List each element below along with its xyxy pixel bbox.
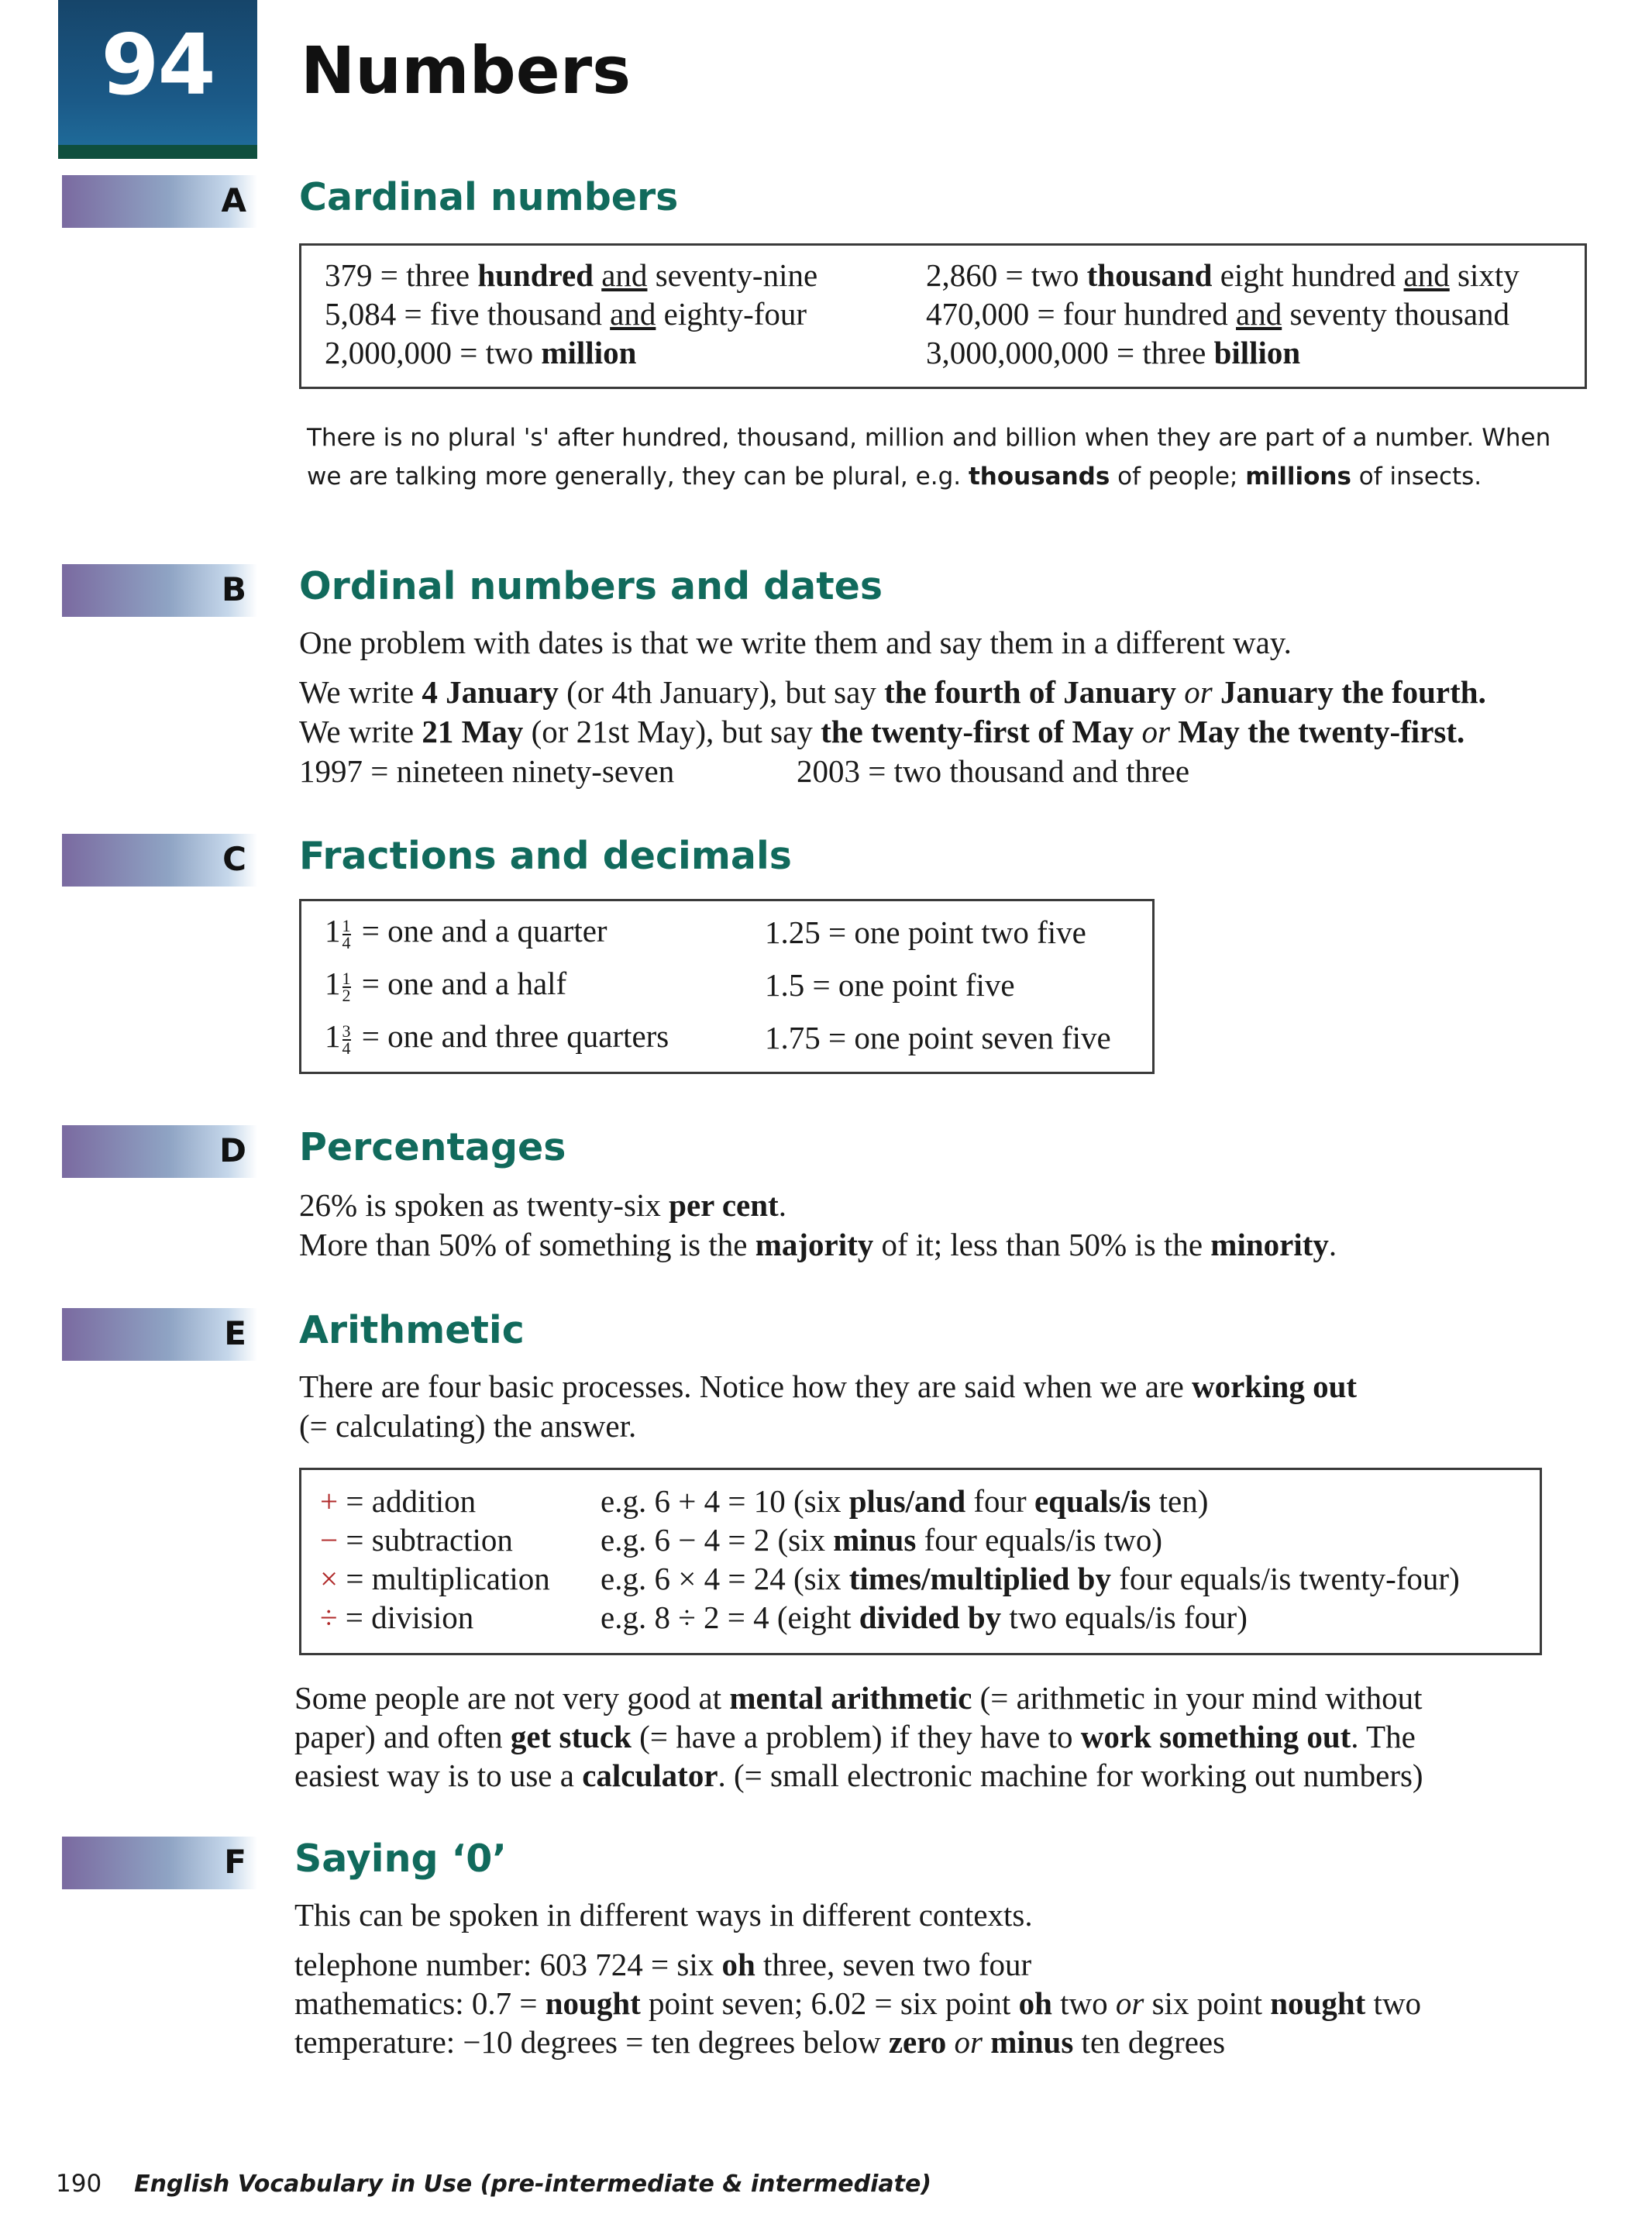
divide-icon: ÷ [320,1599,338,1635]
cardinal-2860: 2,860 = two thousand eight hundred and sixty [926,257,1519,293]
fractions-box [299,899,1155,1074]
page-number: 190 [56,2170,102,2198]
book-title: English Vocabulary in Use (pre-intermediate & intermediate) [134,2171,932,2198]
example-subtraction: e.g. 6 − 4 = 2 (six minus four equals/is two) [601,1522,1163,1558]
zero-intro: This can be spoken in different ways in different contexts. [294,1897,1033,1933]
section-title-e: Arithmetic [299,1308,525,1352]
plus-icon: + [320,1483,339,1519]
section-tab-d: D [62,1125,257,1178]
year-1997: 1997 = nineteen ninety-seven [299,753,675,789]
section-title-c: Fractions and decimals [299,834,792,878]
mental-arithmetic-2: paper) and often get stuck (= have a problem) if they have to work something out. The [294,1719,1416,1754]
section-title-b: Ordinal numbers and dates [299,564,883,608]
majority-minority: More than 50% of something is the majority of it; less than 50% is the minority. [299,1227,1337,1262]
zero-mathematics: mathematics: 0.7 = nought point seven; 6.02 = six point oh two or six point nought two [294,1985,1422,2021]
cardinal-2000000: 2,000,000 = two million [325,335,637,370]
dates-intro: One problem with dates is that we write them and say them in a different way. [299,625,1292,660]
page-footer [56,2170,931,2198]
dates-example-january: We write 4 January (or 4th January), but say the fourth of January or January the fourth. [299,674,1486,710]
zero-telephone: telephone number: 603 724 = six oh three, seven two four [294,1947,1032,1982]
fraction-row: 1 $\frac{1}{2}$ = one and a half [325,966,567,1005]
decimal-row: 1.75 = one point seven five [765,1020,1111,1055]
cardinal-379: 379 = three hundred and seventy-nine [325,257,818,293]
decimal-row: 1.5 = one point five [765,967,1015,1003]
section-tab-f: F [62,1837,257,1889]
section-tab-e: E [62,1308,257,1361]
decimal-row: 1.25 = one point two five [765,914,1086,950]
unit-number-box [58,0,257,159]
zero-temperature: temperature: −10 degrees = ten degrees below zero or minus ten degrees [294,2024,1226,2060]
minus-icon: − [320,1522,339,1558]
page-title: Numbers [301,33,632,108]
section-tab-b: B [62,564,257,617]
example-addition: e.g. 6 + 4 = 10 (six plus/and four equals/is ten) [601,1483,1209,1519]
unit-number: 94 [101,17,215,114]
arithmetic-intro-2: (= calculating) the answer. [299,1408,637,1444]
cardinal-5084: 5,084 = five thousand and eighty-four [325,296,807,332]
plural-note: There is no plural 's' after hundred, thousand, million and billion when they are part of a number. When we are talking more generally, they can be plural, e.g. thousands of people; millions of insects. [307,424,1551,491]
fraction-row: 1 $\frac{3}{4}$ = one and three quarters [325,1018,669,1058]
op-multiplication: × = multiplication [320,1561,550,1596]
cardinal-470000: 470,000 = four hundred and seventy thousand [926,296,1510,332]
section-tab-a: A [62,175,257,228]
op-division: ÷ = division [320,1599,474,1635]
op-subtraction: − = subtraction [320,1522,513,1558]
arithmetic-intro: There are four basic processes. Notice how they are said when we are working out [299,1369,1358,1404]
year-2003: 2003 = two thousand and three [797,753,1190,789]
section-tab-c: C [62,834,257,887]
op-addition: + = addition [320,1483,477,1519]
mental-arithmetic-1: Some people are not very good at mental arithmetic (= arithmetic in your mind without [294,1680,1423,1716]
section-title-d: Percentages [299,1125,566,1169]
example-multiplication: e.g. 6 × 4 = 24 (six times/multiplied by four equals/is twenty-four) [601,1561,1460,1596]
times-icon: × [320,1561,339,1596]
fraction-row: 1 $\frac{1}{4}$ = one and a quarter [325,913,607,952]
dates-example-may: We write 21 May (or 21st May), but say the twenty-first of May or May the twenty-first. [299,714,1465,749]
example-division: e.g. 8 ÷ 2 = 4 (eight divided by two equals/is four) [601,1599,1248,1635]
section-title-f: Saying ‘0’ [294,1837,507,1881]
mental-arithmetic-3: easiest way is to use a calculator. (= small electronic machine for working out numbers) [294,1758,1423,1793]
cardinal-3000000000: 3,000,000,000 = three billion [926,335,1301,370]
section-title-a: Cardinal numbers [299,175,679,219]
percent-spoken: 26% is spoken as twenty-six per cent. [299,1187,786,1223]
arithmetic-box [299,1468,1542,1655]
cardinal-numbers-box [299,243,1587,389]
